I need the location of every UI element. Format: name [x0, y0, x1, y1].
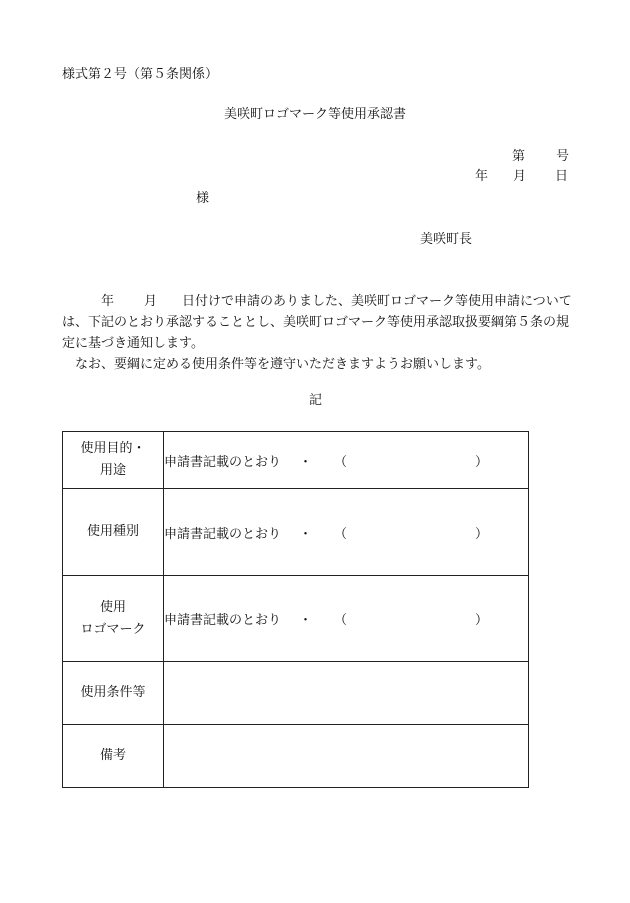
- body-year: 年: [101, 294, 115, 309]
- row-label-conditions: 使用条件等: [63, 662, 164, 725]
- sender-name: 美咲町長: [420, 232, 473, 247]
- value-text: 申請書記載のとおり: [164, 454, 282, 470]
- body-paragraph-1-text: 日付けで申請のありました、美咲町ロゴマーク等使用申請については、下記のとおり承認することとし、美咲町ロゴマーク等使用承認取扱要綱第５条の規定に基づき通知します。: [62, 294, 572, 351]
- row-value-conditions: [164, 662, 529, 725]
- recipient-suffix: 様: [196, 191, 210, 206]
- value-text: 申請書記載のとおり: [164, 613, 282, 628]
- row-value-remarks: [164, 725, 529, 788]
- row-value-purpose: 申請書記載のとおり ・ （ ）: [164, 432, 529, 489]
- table-row-logomark: [63, 576, 529, 662]
- date-line: [475, 170, 568, 183]
- body-month: 月: [144, 294, 158, 309]
- document-title: 美咲町ロゴマーク等使用承認書: [223, 107, 406, 122]
- document-number-line: [512, 150, 569, 163]
- row-value-logomark: 申請書記載のとおり ・ （ ）: [164, 576, 529, 662]
- row-label-logomark: 使用 ロゴマーク: [63, 576, 164, 662]
- row-value-type: 申請書記載のとおり ・ （ ）: [164, 489, 529, 576]
- table-row-remarks: [63, 725, 529, 788]
- date-month: 月: [513, 169, 527, 184]
- form-number: 様式第２号（第５条関係）: [62, 67, 219, 82]
- approval-details-table: [62, 431, 529, 788]
- value-text: 申請書記載のとおり: [164, 526, 282, 542]
- row-label-remarks: 備考: [63, 725, 164, 788]
- body-paragraph-1: [62, 291, 577, 354]
- body-text: [62, 291, 577, 375]
- table-row-conditions: [63, 662, 529, 725]
- ki-heading: 記: [309, 393, 323, 408]
- number-dai: 第: [512, 149, 526, 164]
- table-row-type: [63, 489, 529, 576]
- number-go: 号: [556, 149, 570, 164]
- row-label-type: 使用種別: [63, 489, 164, 576]
- date-year: 年: [475, 169, 489, 184]
- body-paragraph-2: なお、要綱に定める使用条件等を遵守いただきますようお願いします。: [75, 357, 490, 372]
- date-day: 日: [555, 169, 569, 184]
- table-row-purpose: [63, 432, 529, 489]
- row-label-purpose: 使用目的・ 用途: [63, 432, 164, 489]
